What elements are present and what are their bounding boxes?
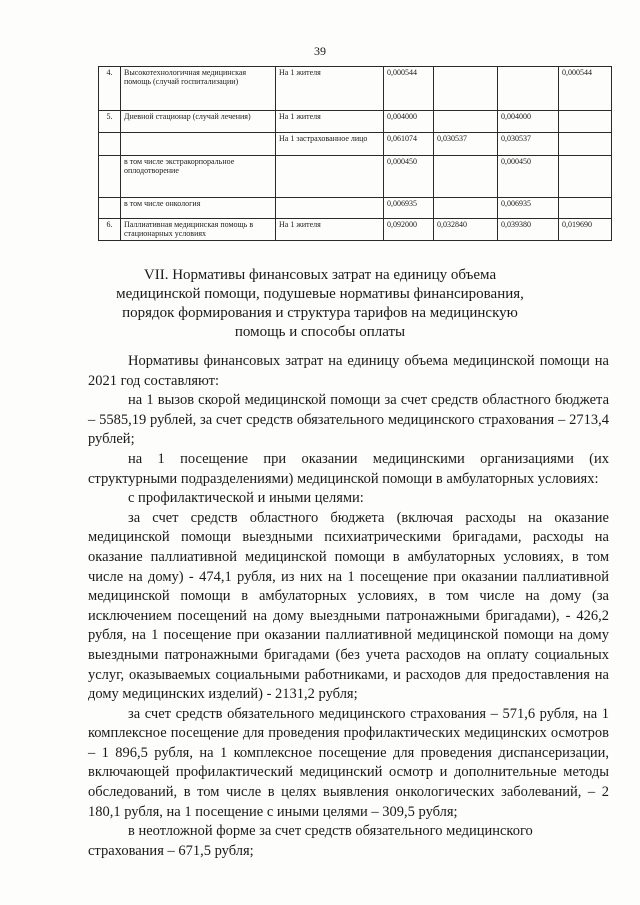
row-number: 6. [99, 219, 121, 241]
row-value [434, 198, 498, 219]
row-unit: На 1 застрахованное лицо [276, 133, 384, 156]
row-value: 0,030537 [498, 133, 559, 156]
table-row [99, 198, 612, 219]
table-row [99, 133, 612, 156]
paragraph: с профилактической и иными целями: [128, 490, 364, 507]
row-unit: На 1 жителя [276, 111, 384, 133]
row-unit: На 1 жителя [276, 67, 384, 111]
row-number [99, 156, 121, 198]
row-name: Паллиативная медицинская помощь в стационарных условиях [121, 219, 276, 241]
page-number: 39 [314, 44, 326, 58]
row-number [99, 198, 121, 219]
row-value: 0,000450 [384, 156, 434, 198]
row-value: 0,061074 [384, 133, 434, 156]
row-value [559, 156, 612, 198]
row-value [498, 67, 559, 111]
row-unit [276, 156, 384, 198]
row-value: 0,006935 [384, 198, 434, 219]
row-unit: На 1 жителя [276, 219, 384, 241]
row-name: в том числе онкология [121, 198, 276, 219]
row-number: 5. [99, 111, 121, 133]
table-row [99, 219, 612, 241]
standards-table [98, 66, 612, 241]
table-row [99, 67, 612, 111]
row-value: 0,006935 [498, 198, 559, 219]
row-value [434, 67, 498, 111]
row-value [559, 198, 612, 219]
paragraph: Нормативы финансовых затрат на единицу объема медицинской помощи на 2021 год составляют: [88, 353, 609, 389]
paragraph: на 1 посещение при оказании медицинскими организациями (их структурными подразделениями) медицинской помощи в амбулаторных условиях: [88, 450, 609, 487]
row-name: Дневной стационар (случай лечения) [121, 111, 276, 133]
table-row [99, 156, 612, 198]
row-value [559, 133, 612, 156]
paragraph: на 1 вызов скорой медицинской помощи за счет средств областного бюджета – 5585,19 рублей, за счет средств обязательного медицинского страхования – 2713,4 рублей; [88, 392, 609, 448]
body-text [88, 352, 609, 861]
paragraph: в неотложной форме за счет средств обязательного медицинского страхования – 671,5 рубля; [88, 823, 533, 859]
row-value: 0,000544 [384, 67, 434, 111]
row-number [99, 133, 121, 156]
row-value [559, 111, 612, 133]
row-value: 0,000450 [498, 156, 559, 198]
row-name [121, 133, 276, 156]
row-number: 4. [99, 67, 121, 111]
row-value: 0,019690 [559, 219, 612, 241]
paragraph: за счет средств обязательного медицинского страхования – 571,6 рубля, на 1 комплексное посещение для проведения профилактических медицинских осмотров – 1 896,5 рубля, на 1 комплексное посещение для проведения диспансеризации, включающей профилактический медицинский осмотр и дополнительные методы обследований, в том числе в целях выявления онкологических заболеваний, – 2 180,1 рубля, на 1 посещение с иными целями – 309,5 рубля; [88, 705, 609, 820]
row-value [434, 156, 498, 198]
row-value: 0,030537 [434, 133, 498, 156]
row-value: 0,004000 [384, 111, 434, 133]
row-unit [276, 198, 384, 219]
row-value: 0,039380 [498, 219, 559, 241]
row-name: в том числе экстракорпоральное оплодотворение [121, 156, 276, 198]
row-value: 0,004000 [498, 111, 559, 133]
section-heading: VII. Нормативы финансовых затрат на единицу объема медицинской помощи, подушевые нормативы финансирования, порядок формирования и структура тарифов на медицинскую помощь и способы оплаты [116, 267, 524, 340]
row-value: 0,032840 [434, 219, 498, 241]
row-name: Высокотехнологичная медицинская помощь (случай госпитализации) [121, 67, 276, 111]
row-value: 0,092000 [384, 219, 434, 241]
paragraph: за счет средств областного бюджета (включая расходы на оказание медицинской помощи выездными психиатрическими бригадами, расходы на оказание паллиативной медицинской помощи в амбулаторных условиях, в том числе на дому) - 474,1 рубля, из них на 1 посещение при оказании паллиативной медицинской помощи в амбулаторных условиях, в том числе на дому (за исключением посещений на дому выездными патронажными бригадами), - 426,2 рубля, на 1 посещение при оказании паллиативной медицинской помощи на дому выездными патронажными бригадами (без учета расходов на оплату социальных услуг, оказываемых социальными работниками, и расходов для предоставления на дому медицинских изделий) - 2131,2 рубля; [88, 509, 609, 703]
row-value: 0,000544 [559, 67, 612, 111]
table-row [99, 111, 612, 133]
row-value [434, 111, 498, 133]
